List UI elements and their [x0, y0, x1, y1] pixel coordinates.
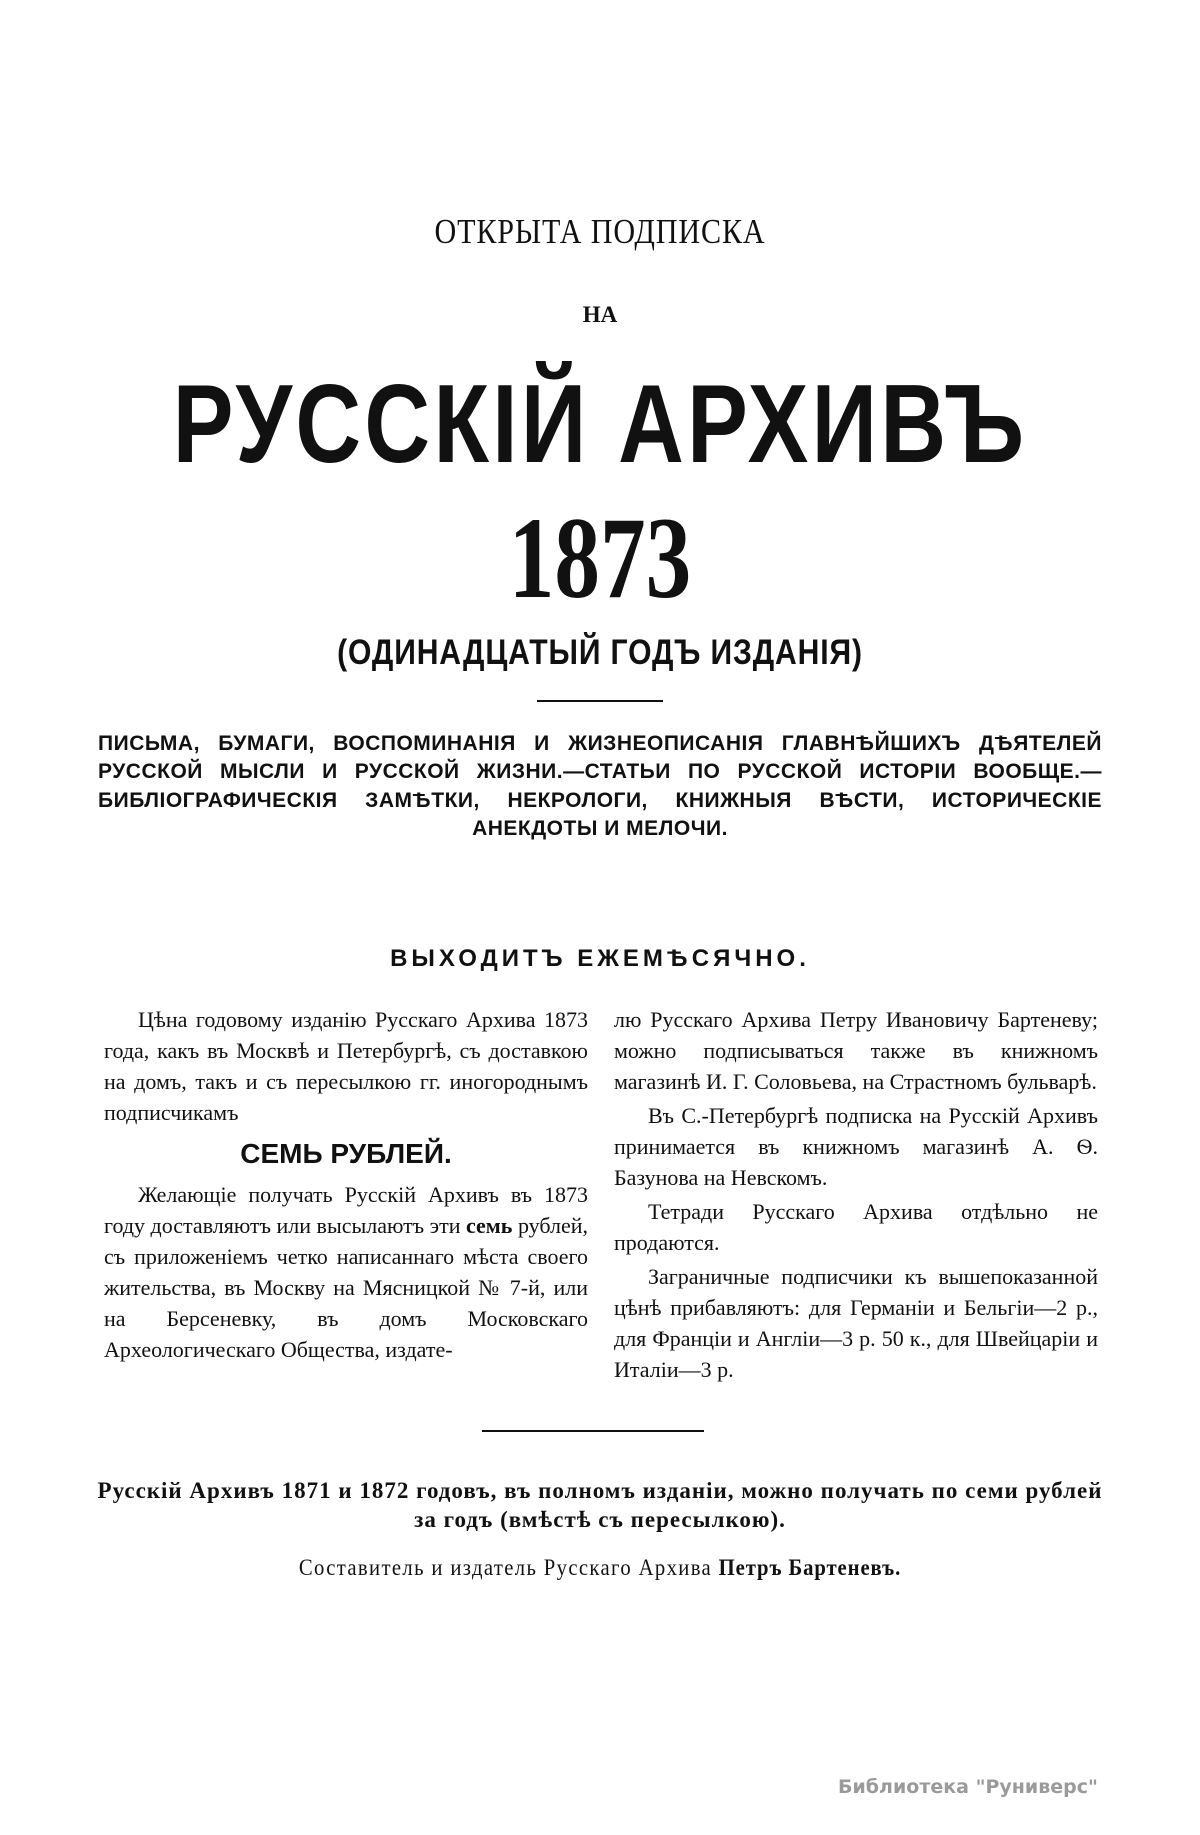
publisher-text: Составитель и издатель Русскаго Архива — [298, 1555, 713, 1580]
price-heading: СЕМЬ РУБЛЕЙ. — [240, 1138, 452, 1169]
journal-title: РУССКІЙ АРХИВЪ — [172, 362, 1028, 486]
publisher-name: Петръ Бартеневъ. — [718, 1555, 902, 1580]
bottom-divider — [482, 1430, 704, 1432]
petersburg-paragraph: Въ С.-Петербургѣ подписка на Русскій Архивъ принимается въ книжномъ магазинѣ А. Ѳ. Базунова на Невскомъ. — [614, 1103, 1098, 1190]
top-divider — [537, 700, 663, 702]
preposition-na: НА — [582, 302, 618, 327]
separate-sale-paragraph: Тетради Русскаго Архива отдѣльно не продаются. — [614, 1199, 1098, 1255]
foreign-subscribers-paragraph: Заграничные подписчики къ вышепоказанной цѣнѣ прибавляютъ: для Германіи и Бельгіи—2 р., для Франціи и Англіи—3 р. 50 к., для Швейцаріи и Италіи—3 р. — [614, 1264, 1098, 1382]
library-watermark: Библиотека "Руниверс" — [838, 1776, 1098, 1798]
order-text-start: Желающіе получать Русскій Архивъ въ 1873 году доставляютъ или высылаютъ эти — [104, 1182, 588, 1238]
contents-description: ПИСЬМА, БУМАГИ, ВОСПОМИНАНІЯ И ЖИЗНЕОПИСАНІЯ ГЛАВНѢЙШИХЪ ДѢЯТЕЛЕЙ РУССКОЙ МЫСЛИ И РУССКОЙ ЖИЗНИ.—СТАТЬИ ПО РУССКОЙ ИСТОРІИ ВООБЩЕ.—БИБЛІОГРАФИЧЕСКІЯ ЗАМѢТКИ, НЕКРОЛОГИ, КНИЖНЫЯ ВѢСТИ, ИСТОРИЧЕСКІЕ АНЕКДОТЫ И МЕЛОЧИ. — [98, 732, 1102, 841]
order-text-end: рублей, съ приложеніемъ четко написаннаго мѣста своего жительства, въ Москву на Мясницкой № 7-й, или на Берсеневку, въ домъ Московскаго Археологическаго Общества, издате- — [104, 1213, 589, 1362]
subscription-heading: ОТКРЫТА ПОДПИСКА — [434, 212, 766, 251]
edition-subtitle: (ОДИНАДЦАТЫЙ ГОДЪ ИЗДАНІЯ) — [337, 633, 863, 672]
left-column — [104, 1004, 588, 1368]
back-issues-note: Русскій Архивъ 1871 и 1872 годовъ, въ полномъ изданіи, можно получать по семи рублей за годъ (вмѣстѣ съ пересылкою). — [97, 1478, 1103, 1532]
frequency-heading: ВЫХОДИТЪ ЕЖЕМѢСЯЧНО. — [390, 945, 810, 972]
right-column — [614, 1004, 1098, 1388]
year-heading: 1873 — [508, 494, 692, 623]
order-emphasis: семь — [466, 1213, 513, 1238]
continuation-paragraph: лю Русскаго Архива Петру Ивановичу Бартеневу; можно подписываться также въ книжномъ магазинѣ И. Г. Соловьева, на Страстномъ бульварѣ. — [614, 1007, 1098, 1094]
price-paragraph: Цѣна годовому изданію Русскаго Архива 1873 года, какъ въ Москвѣ и Петербургѣ, съ доставкою на домъ, такъ и съ пересылкою гг. иногороднымъ подписчикамъ — [104, 1007, 588, 1125]
order-paragraph — [104, 1179, 588, 1365]
publisher-line — [60, 1555, 1140, 1581]
